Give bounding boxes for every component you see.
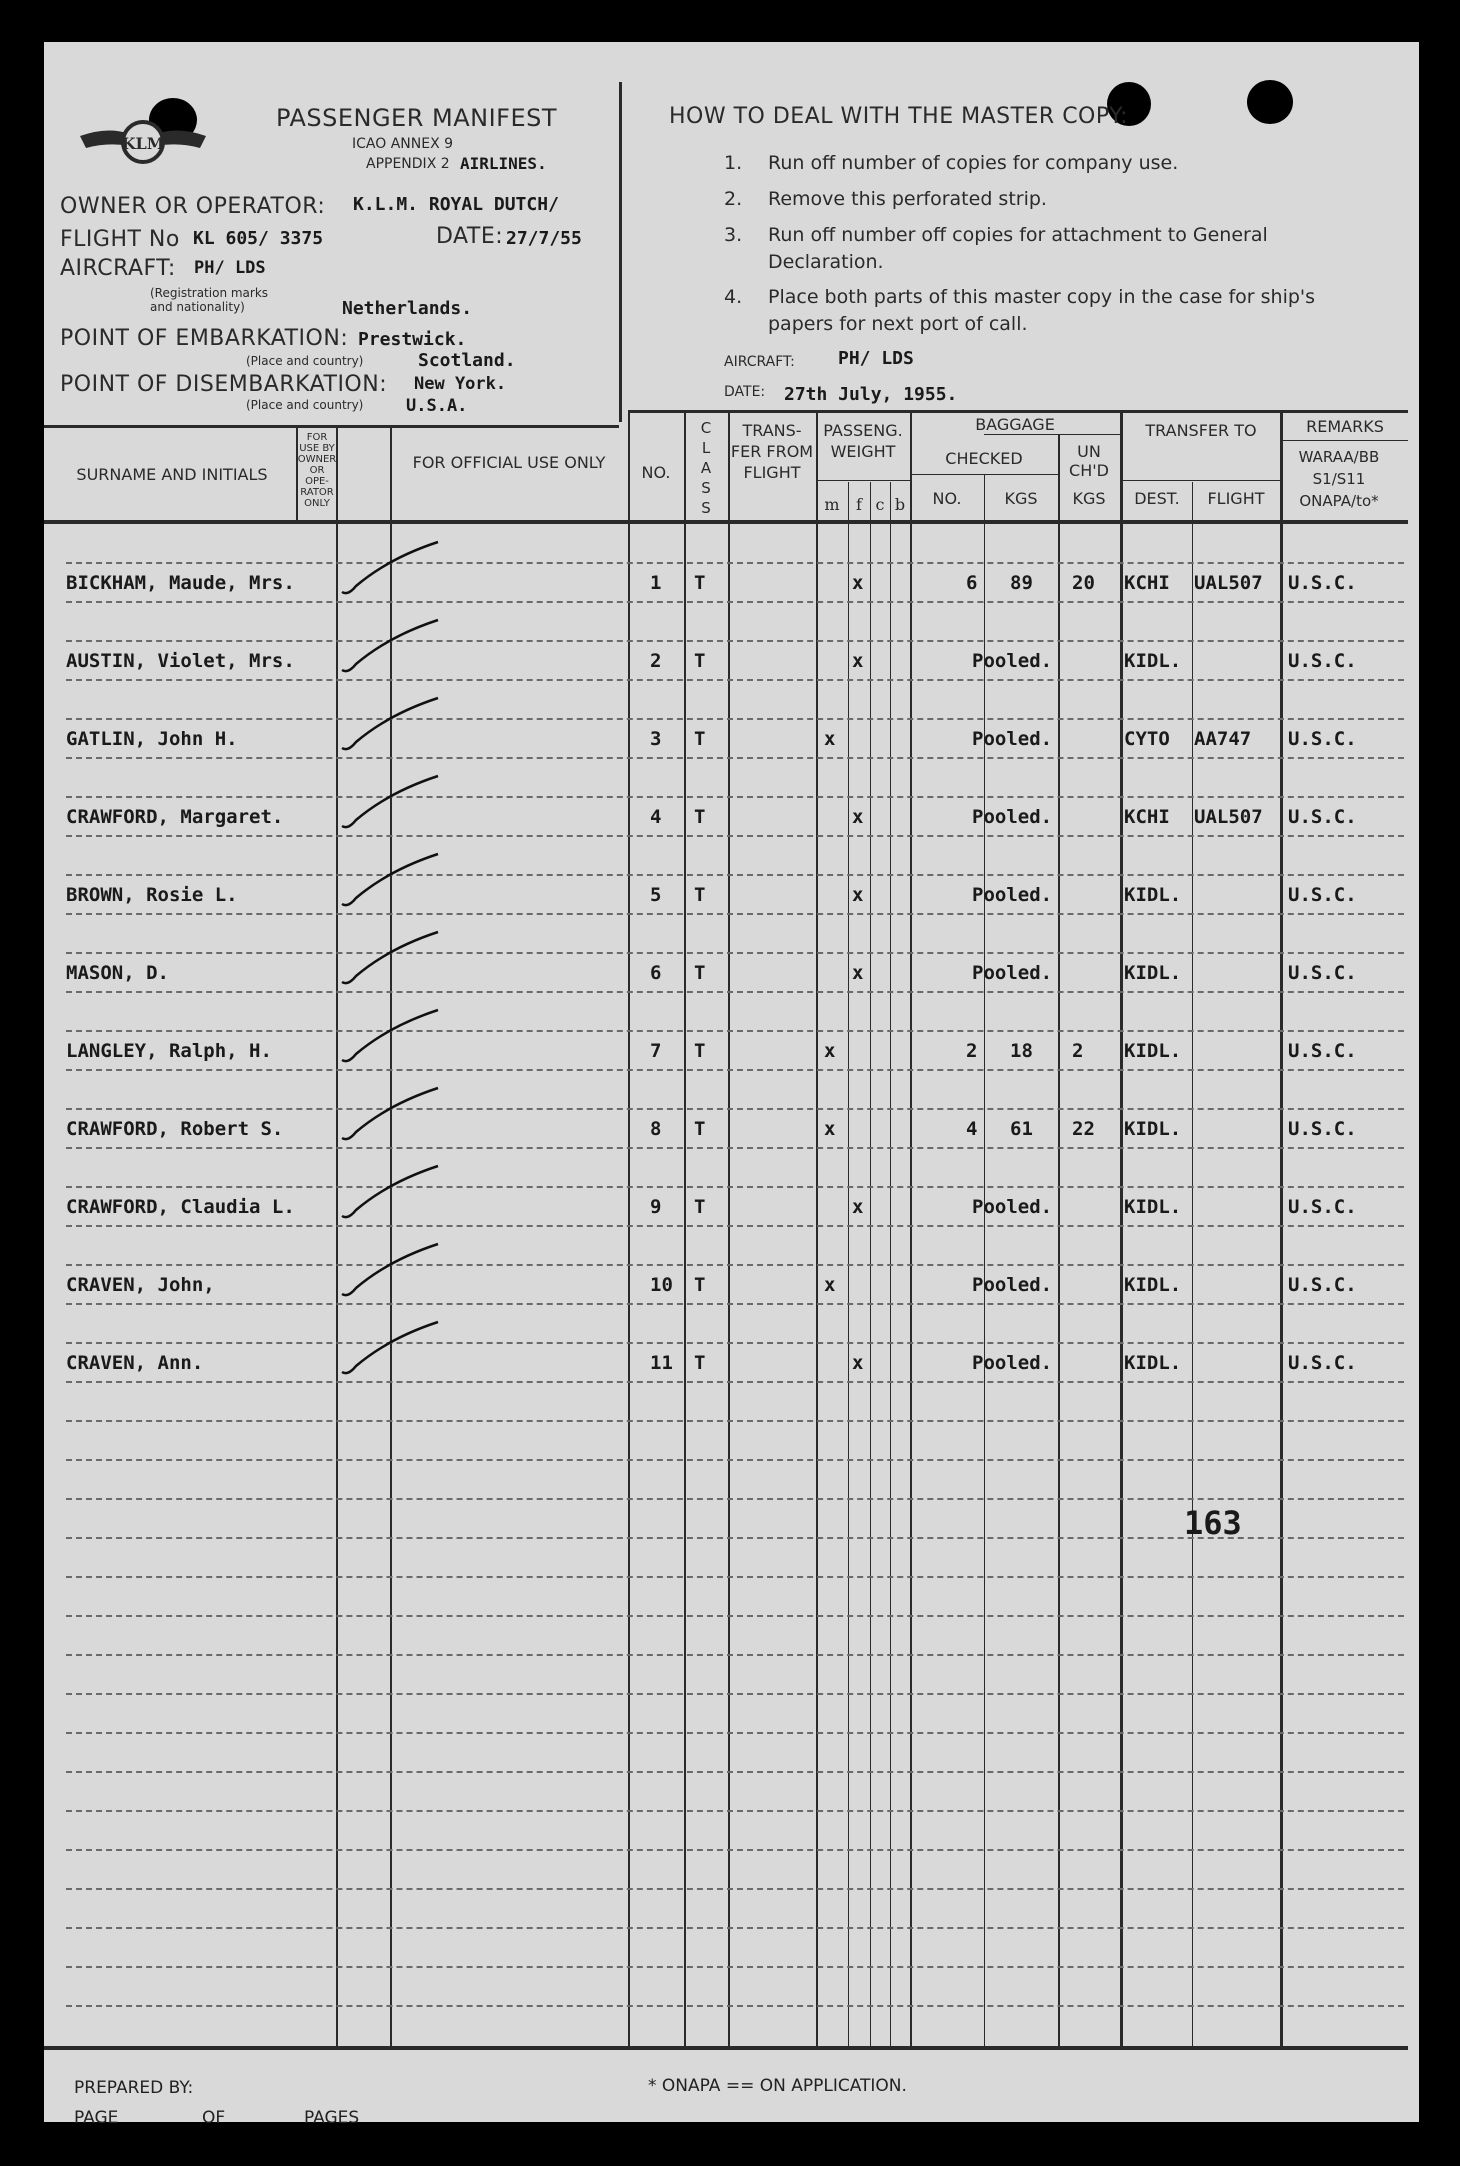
col-flight: FLIGHT xyxy=(1207,489,1265,508)
baggage-pooled: Pooled. xyxy=(972,884,1053,906)
passenger-class: T xyxy=(694,806,706,828)
icao-annex-label: ICAO ANNEX 9 xyxy=(352,136,454,152)
instructions-aircraft-label: AIRCRAFT: xyxy=(724,354,795,370)
col-weight-c: c xyxy=(875,495,885,514)
footnote: * ONAPA == ON APPLICATION. xyxy=(648,2076,907,2096)
instruction-text: Place both parts of this master copy in the case for ship's papers for next port of call. xyxy=(768,286,1316,335)
date-value: 27/7/55 xyxy=(506,228,582,249)
unchecked-kgs: 22 xyxy=(1072,1118,1095,1140)
checkmark-icon xyxy=(334,1160,444,1230)
col-surname: SURNAME AND INITIALS xyxy=(76,465,268,484)
passenger-class: T xyxy=(694,884,706,906)
col-remarks-sub: WARAA/BB S1/S11 ONAPA/to* xyxy=(1298,448,1380,510)
baggage-count: 4 xyxy=(966,1118,978,1140)
baggage-pooled: Pooled. xyxy=(972,650,1053,672)
subheader-rule xyxy=(816,480,910,481)
passenger-name: BROWN, Rosie L. xyxy=(66,884,238,906)
prepared-by-label: PREPARED BY: xyxy=(74,2078,194,2098)
instruction-item xyxy=(724,222,1414,284)
instruction-item xyxy=(724,186,1414,222)
col-passeng-weight: PASSENG. WEIGHT xyxy=(823,421,903,461)
nationality-value: Netherlands. xyxy=(342,298,473,319)
transfer-dest: KIDL. xyxy=(1124,1118,1182,1140)
registration-note xyxy=(150,286,268,314)
disembarkation-country: U.S.A. xyxy=(406,396,468,416)
remarks-value: U.S.C. xyxy=(1288,806,1357,828)
table-header-rule xyxy=(44,520,1408,524)
table-top-rule-right xyxy=(628,410,1408,413)
col-dest: DEST. xyxy=(1134,489,1180,508)
checkmark-icon xyxy=(334,1004,444,1074)
checkmark-icon xyxy=(334,614,444,684)
checkmark-icon xyxy=(334,536,444,606)
baggage-pooled: Pooled. xyxy=(972,962,1053,984)
pages-label: PAGES xyxy=(304,2108,360,2128)
col-unchd-kgs: KGS xyxy=(1072,489,1106,508)
disembarkation-value: New York. xyxy=(414,374,507,394)
row-rule xyxy=(66,1576,1404,1578)
col-weight-m: m xyxy=(824,495,840,514)
passenger-row xyxy=(44,728,1419,806)
registration-note-2: and nationality) xyxy=(150,300,245,314)
col-no: NO. xyxy=(641,463,671,482)
passenger-row xyxy=(44,572,1419,650)
row-rule xyxy=(66,1615,1404,1617)
col-baggage: BAGGAGE xyxy=(975,415,1055,434)
instructions-list xyxy=(724,150,1414,346)
passenger-row xyxy=(44,1352,1419,1430)
passenger-class: T xyxy=(694,572,706,594)
baggage-kgs: 89 xyxy=(1010,572,1033,594)
passenger-no: 11 xyxy=(650,1352,673,1374)
passenger-class: T xyxy=(694,728,706,750)
weight-f-mark: x xyxy=(852,572,864,594)
instruction-text: Remove this perforated strip. xyxy=(768,188,1047,210)
table-top-rule-left xyxy=(44,425,619,428)
weight-m-mark: x xyxy=(824,1040,836,1062)
transfer-dest: KIDL. xyxy=(1124,1040,1182,1062)
baggage-pooled: Pooled. xyxy=(972,728,1053,750)
passenger-no: 1 xyxy=(650,572,662,594)
passenger-no: 2 xyxy=(650,650,662,672)
passenger-name: BICKHAM, Maude, Mrs. xyxy=(66,572,295,594)
klm-wings-logo xyxy=(78,112,208,168)
aircraft-label: AIRCRAFT: xyxy=(60,256,176,281)
transfer-flight: AA747 xyxy=(1194,728,1252,750)
passenger-name: MASON, D. xyxy=(66,962,169,984)
transfer-dest: KIDL. xyxy=(1124,962,1182,984)
instructions-date-label: DATE: xyxy=(724,384,766,400)
weight-m-mark: x xyxy=(824,1274,836,1296)
passenger-no: 6 xyxy=(650,962,662,984)
weight-f-mark: x xyxy=(852,806,864,828)
instruction-number: 2. xyxy=(724,188,743,210)
unchecked-kgs: 20 xyxy=(1072,572,1095,594)
weight-m-mark: x xyxy=(824,728,836,750)
row-rule xyxy=(66,1849,1404,1851)
col-owner-use: FOR USE BY OWNER OR OPE- RATOR ONLY xyxy=(297,432,337,509)
col-checked: CHECKED xyxy=(945,449,1023,468)
instruction-number: 4. xyxy=(724,286,743,308)
passenger-row xyxy=(44,650,1419,728)
instruction-number: 1. xyxy=(724,152,743,174)
passenger-class: T xyxy=(694,1196,706,1218)
col-remarks: REMARKS xyxy=(1306,417,1384,436)
passenger-row xyxy=(44,884,1419,962)
passenger-row xyxy=(44,1274,1419,1352)
passenger-no: 4 xyxy=(650,806,662,828)
weight-f-mark: x xyxy=(852,650,864,672)
remarks-value: U.S.C. xyxy=(1288,1196,1357,1218)
passenger-name: CRAWFORD, Claudia L. xyxy=(66,1196,295,1218)
transfer-dest: KIDL. xyxy=(1124,884,1182,906)
disembarkation-country-note: (Place and country) xyxy=(246,398,364,412)
transfer-flight: UAL507 xyxy=(1194,572,1263,594)
col-bag-kgs: KGS xyxy=(1004,489,1038,508)
owner-value: K.L.M. ROYAL DUTCH/ xyxy=(353,194,559,215)
flight-value: KL 605/ 3375 xyxy=(193,228,324,249)
manifest-title: PASSENGER MANIFEST xyxy=(276,104,558,132)
instructions-title: HOW TO DEAL WITH THE MASTER COPY: xyxy=(669,104,1129,129)
row-rule xyxy=(66,1459,1404,1461)
passenger-name: CRAWFORD, Robert S. xyxy=(66,1118,284,1140)
baggage-pooled: Pooled. xyxy=(972,1196,1053,1218)
passenger-class: T xyxy=(694,1118,706,1140)
col-official-use: FOR OFFICIAL USE ONLY xyxy=(412,453,606,472)
passenger-no: 8 xyxy=(650,1118,662,1140)
instruction-number: 3. xyxy=(724,224,743,246)
passenger-no: 5 xyxy=(650,884,662,906)
page-stamp-number: 163 xyxy=(1184,1504,1242,1542)
col-transfer-to: TRANSFER TO xyxy=(1145,421,1257,440)
instructions-date-value: 27th July, 1955. xyxy=(784,384,958,405)
passenger-name: LANGLEY, Ralph, H. xyxy=(66,1040,272,1062)
transfer-dest: KIDL. xyxy=(1124,1196,1182,1218)
weight-f-mark: x xyxy=(852,884,864,906)
passenger-row xyxy=(44,962,1419,1040)
remarks-value: U.S.C. xyxy=(1288,1118,1357,1140)
date-label: DATE: xyxy=(436,224,504,249)
transfer-flight: UAL507 xyxy=(1194,806,1263,828)
passenger-class: T xyxy=(694,962,706,984)
transfer-dest: KIDL. xyxy=(1124,1352,1182,1374)
row-rule xyxy=(66,1498,1404,1500)
col-transfer-from: TRANS- FER FROM FLIGHT xyxy=(730,421,814,482)
row-rule xyxy=(66,1888,1404,1890)
instruction-text: Run off number off copies for attachment to General Declaration. xyxy=(768,224,1268,273)
header-divider xyxy=(619,82,622,422)
transfer-dest: KCHI xyxy=(1124,572,1170,594)
passenger-name: CRAVEN, John, xyxy=(66,1274,215,1296)
checkmark-icon xyxy=(334,1238,444,1308)
row-rule xyxy=(66,1771,1404,1773)
col-weight-b: b xyxy=(894,495,906,514)
remarks-value: U.S.C. xyxy=(1288,650,1357,672)
embarkation-label: POINT OF EMBARKATION: xyxy=(60,326,349,351)
embarkation-country-note: (Place and country) xyxy=(246,354,364,368)
passenger-no: 3 xyxy=(650,728,662,750)
passenger-name: CRAWFORD, Margaret. xyxy=(66,806,284,828)
weight-f-mark: x xyxy=(852,962,864,984)
table-bottom-rule xyxy=(44,2046,1408,2050)
subheader-rule xyxy=(910,474,1058,475)
baggage-kgs: 61 xyxy=(1010,1118,1033,1140)
flight-label: FLIGHT No xyxy=(60,227,180,252)
remarks-value: U.S.C. xyxy=(1288,572,1357,594)
passenger-name: CRAVEN, Ann. xyxy=(66,1352,204,1374)
passenger-class: T xyxy=(694,1352,706,1374)
manifest-sheet xyxy=(44,42,1419,2128)
remarks-value: U.S.C. xyxy=(1288,1040,1357,1062)
checkmark-icon xyxy=(334,848,444,918)
transfer-dest: KIDL. xyxy=(1124,650,1182,672)
row-rule xyxy=(66,2005,1404,2007)
row-rule xyxy=(66,1810,1404,1812)
baggage-kgs: 18 xyxy=(1010,1040,1033,1062)
checkmark-icon xyxy=(334,770,444,840)
col-weight-f: f xyxy=(856,495,862,514)
passenger-row xyxy=(44,1196,1419,1274)
passenger-no: 10 xyxy=(650,1274,673,1296)
row-rule xyxy=(66,1927,1404,1929)
row-rule xyxy=(66,1966,1404,1968)
row-rule xyxy=(66,1732,1404,1734)
remarks-value: U.S.C. xyxy=(1288,1274,1357,1296)
baggage-count: 6 xyxy=(966,572,978,594)
baggage-count: 2 xyxy=(966,1040,978,1062)
subheader-rule xyxy=(1120,480,1280,481)
checkmark-icon xyxy=(334,926,444,996)
embarkation-country: Scotland. xyxy=(418,350,516,371)
passenger-class: T xyxy=(694,650,706,672)
baggage-pooled: Pooled. xyxy=(972,806,1053,828)
passenger-no: 7 xyxy=(650,1040,662,1062)
instruction-item xyxy=(724,284,1414,346)
passenger-name: AUSTIN, Violet, Mrs. xyxy=(66,650,295,672)
weight-f-mark: x xyxy=(852,1196,864,1218)
transfer-dest: CYTO xyxy=(1124,728,1170,750)
weight-m-mark: x xyxy=(824,1118,836,1140)
row-rule xyxy=(66,1693,1404,1695)
disembarkation-label: POINT OF DISEMBARKATION: xyxy=(60,372,388,397)
of-label: OF xyxy=(202,2108,226,2128)
passenger-no: 9 xyxy=(650,1196,662,1218)
passenger-row xyxy=(44,1118,1419,1196)
airlines-typed: AIRLINES. xyxy=(460,154,547,173)
remarks-value: U.S.C. xyxy=(1288,962,1357,984)
row-rule xyxy=(66,562,1404,564)
registration-note-1: (Registration marks xyxy=(150,286,269,300)
owner-label: OWNER OR OPERATOR: xyxy=(60,194,326,219)
subheader-rule xyxy=(1280,440,1408,441)
aircraft-value: PH/ LDS xyxy=(194,258,266,278)
instruction-text: Run off number of copies for company use. xyxy=(768,152,1179,174)
remarks-value: U.S.C. xyxy=(1288,728,1357,750)
baggage-pooled: Pooled. xyxy=(972,1274,1053,1296)
weight-f-mark: x xyxy=(852,1352,864,1374)
passenger-class: T xyxy=(694,1274,706,1296)
baggage-pooled: Pooled. xyxy=(972,1352,1053,1374)
checkmark-icon xyxy=(334,1082,444,1152)
col-bag-no: NO. xyxy=(932,489,962,508)
embarkation-value: Prestwick. xyxy=(358,329,467,350)
transfer-dest: KIDL. xyxy=(1124,1274,1182,1296)
remarks-value: U.S.C. xyxy=(1288,1352,1357,1374)
instruction-item xyxy=(724,150,1414,186)
col-class: C L A S S xyxy=(700,419,712,517)
unchecked-kgs: 2 xyxy=(1072,1040,1084,1062)
passenger-row xyxy=(44,806,1419,884)
checkmark-icon xyxy=(334,692,444,762)
passenger-class: T xyxy=(694,1040,706,1062)
passenger-name: GATLIN, John H. xyxy=(66,728,238,750)
appendix-label: APPENDIX 2 xyxy=(366,156,450,172)
passenger-row xyxy=(44,1040,1419,1118)
transfer-dest: KCHI xyxy=(1124,806,1170,828)
svg-text:KLM: KLM xyxy=(121,134,165,153)
col-unchd: UN CH'D xyxy=(1069,442,1109,480)
row-rule xyxy=(66,1654,1404,1656)
page-label: PAGE xyxy=(74,2108,119,2128)
remarks-value: U.S.C. xyxy=(1288,884,1357,906)
checkmark-icon xyxy=(334,1316,444,1386)
ink-blot xyxy=(1247,80,1293,124)
instructions-aircraft-value: PH/ LDS xyxy=(838,348,914,369)
